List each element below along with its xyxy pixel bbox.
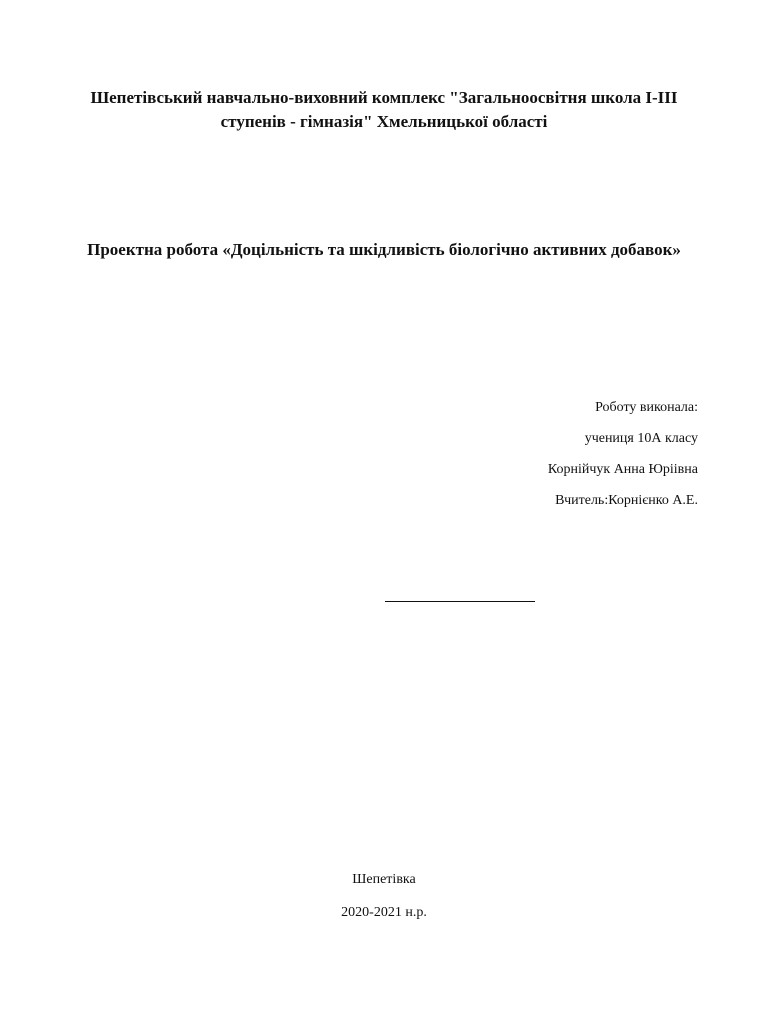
signature-line	[385, 601, 535, 602]
institution-name	[60, 86, 708, 134]
done-by-label: Роботу виконала:	[595, 400, 698, 415]
academic-year: 2020-2021 н.р.	[341, 905, 427, 920]
project-title: Проектна робота «Доцільність та шкідливість біологічно активних добавок»	[87, 240, 681, 259]
institution-line-1: Шепетівський навчально-виховний комплекс "Загальноосвітня школа І-ІІІ	[90, 88, 678, 107]
city-name: Шепетівка	[352, 872, 416, 887]
student-class: учениця 10А класу	[584, 431, 698, 446]
student-name: Корнійчук Анна Юріівна	[547, 462, 698, 477]
institution-line-2: ступенів - гімназія" Хмельницької області	[220, 112, 548, 131]
author-block	[358, 398, 698, 522]
teacher-name: Вчитель:Корнієнко А.Е.	[555, 493, 698, 508]
